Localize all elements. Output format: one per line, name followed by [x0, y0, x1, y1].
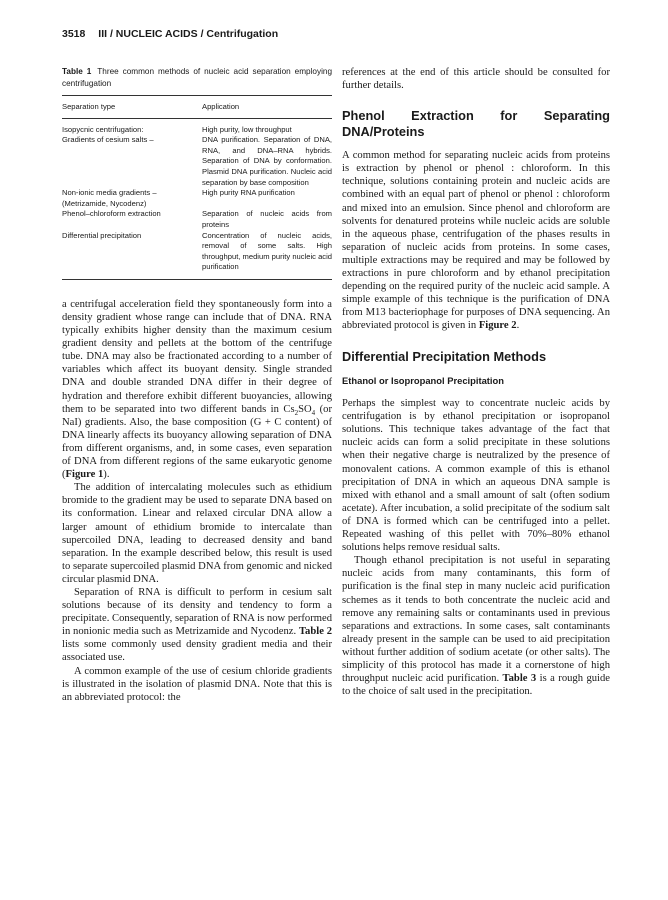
- paragraph: A common example of the use of cesium chloride gradients is illustrated in the isolation of plasmid DNA. Note that this is an abbreviated protocol: the: [62, 665, 332, 703]
- separation-type-cell: Phenol–chloroform extraction: [62, 209, 161, 219]
- figure-reference: Figure 2: [478, 320, 517, 332]
- section-heading: Phenol Extraction for Separating DNA/Proteins: [342, 108, 610, 139]
- table-header-row: [62, 96, 332, 119]
- table-caption: [62, 66, 332, 89]
- left-body-text: [62, 298, 332, 704]
- paragraph: Though ethanol precipitation is not useful in separating nucleic acids from many contaminants, this form of purification is the final step in many nucleic acid purification schemes as it tends to both concentrate the nucleic acid and remove any remaining salts or contaminants used in previous separations and extractions. In some cases, salt contaminants already present in the sample can be used to aid precipitation without further addition of sodium acetate (or other salts). The simplicity of this protocol has made it a cornerstone of high throughput nucleic acid purification. Table 3 is a rough guide to the choice of salt used in the precipitation.: [342, 555, 610, 698]
- table-caption-text: Three common methods of nucleic acid separation employing centrifugation: [62, 67, 332, 88]
- section-heading: Differential Precipitation Methods: [342, 348, 547, 364]
- table-reference: Table 3: [502, 673, 537, 685]
- paragraph: A common method for separating nucleic acids from proteins is extraction by phenol or phenol : chloroform. In this technique, solutions containing protein and nucleic acids are combined with an equal part of phenol or phenol : chloroform and mixed into an emulsion. Since phenol and chloroform are solvents for denatured proteins while nucleic acids are soluble in the aqueous phase, centrifugation of the phases results in separation of nucleic acids from proteins. In some cases, multiple extractions may be required and may be followed by extractions in pure chloroform and by ethanol precipitation depending on the required purity of the nucleic acid sample. A simple example of this technique is the purification of DNA from M13 bacteriophage for purposes of DNA sequencing. An abbreviated protocol is given in Figure 2.: [342, 150, 610, 332]
- table-label: Table 1: [62, 67, 92, 76]
- table-row: [62, 135, 332, 188]
- application-cell: High purity, low throughput: [202, 124, 292, 134]
- page-number: 3518: [62, 28, 86, 40]
- table-row: [62, 188, 332, 209]
- separation-methods-table: [62, 95, 332, 280]
- right-column: [342, 66, 610, 698]
- table-row: [62, 231, 332, 280]
- table-reference: Table 2: [298, 626, 333, 638]
- separation-type-cell: Differential precipitation: [62, 231, 202, 280]
- separation-type-cell: Gradients of cesium salts –: [62, 135, 154, 145]
- column-header: Separation type: [62, 96, 202, 119]
- figure-reference: Figure 1: [65, 469, 104, 481]
- separation-type-cell: Isopycnic centrifugation:: [62, 124, 144, 134]
- subsection-heading: Ethanol or Isopropanol Precipitation: [342, 375, 504, 386]
- separation-type-cell: Non-ionic media gradients – (Metrizamide, Nycodenz): [62, 188, 157, 208]
- application-cell: High purity RNA purification: [202, 188, 295, 198]
- application-cell: Separation of nucleic acids from proteins: [202, 209, 332, 229]
- paragraph: Perhaps the simplest way to concentrate nucleic acids by centrifugation is by ethanol precipitation or isopropanol solutions. This technique takes advantage of the fact that nucleic acids can form a solid precipitate in these solutions when their negative charge is neutralized by the presence of monovalent cations. A common example of this is ethanol precipitation of DNA in which an aqueous DNA sample is mixed with ethanol and a small amount of salt (often sodium acetate). After incubation, a solid precipitate of the sodium salt of DNA is formed which can be centrifuged into a pellet. Repeated washing of this pellet with 70%–80% ethanol solutions helps remove residual salts.: [342, 398, 610, 554]
- table-row: [62, 118, 332, 135]
- column-header: Application: [202, 96, 332, 119]
- paragraph: a centrifugal acceleration field they spontaneously form into a density gradient whose range can include that of DNA. RNA typically exhibits higher density than the maximum cesium gradient density and pellets at the bottom of the centrifuge tube. DNA may also be fractionated according to a number of variables which affect its buoyant density. Single stranded DNA and double stranded DNA differ in their degree of hydration and therefore exhibit different buoyancies, allowing them to be separated into two different bands in $Cs_2SO_4$ (or NaI) gradients. Also, the base composition (G + C content) of DNA linearly affects its buoyancy allowing separation of DNA from different organisms, and, in some cases, even separation of DNA from different regions of the same eukaryotic genome (Figure 1).: [62, 298, 332, 481]
- running-title: III / NUCLEIC ACIDS / Centrifugation: [98, 28, 279, 40]
- running-header: [62, 28, 610, 40]
- application-cell: Concentration of nucleic acids, removal of some salts. High throughput, medium purity nucleic acid purification: [202, 231, 332, 280]
- paragraph: references at the end of this article should be consulted for further details.: [342, 67, 610, 92]
- left-column: [62, 66, 332, 704]
- application-cell: DNA purification. Separation of DNA, RNA, and DNA–RNA hybrids. Separation of DNA by conformation. Plasmid DNA purification. Nucleic acid separation by base composition: [202, 135, 332, 187]
- paragraph: Separation of RNA is difficult to perform in cesium salt solutions because of its density and tendency to form a precipitate. Consequently, separation of RNA is now performed in nonionic media such as Metrizamide and Nycodenz. Table 2 lists some commonly used density gradient media and their associated use.: [62, 586, 333, 664]
- paragraph: The addition of intercalating molecules such as ethidium bromide to the gradient may be used to separate DNA based on its conformation. Linear and relaxed circular DNA allow a larger amount of ethidium bromide to intercalate than supercoiled DNA, leading to decreased density and band separation. In the example described below, this result is used to separate supercoiled plasmid DNA from genomic and nicked circular plasmid DNA.: [62, 482, 332, 585]
- table-row: [62, 209, 332, 230]
